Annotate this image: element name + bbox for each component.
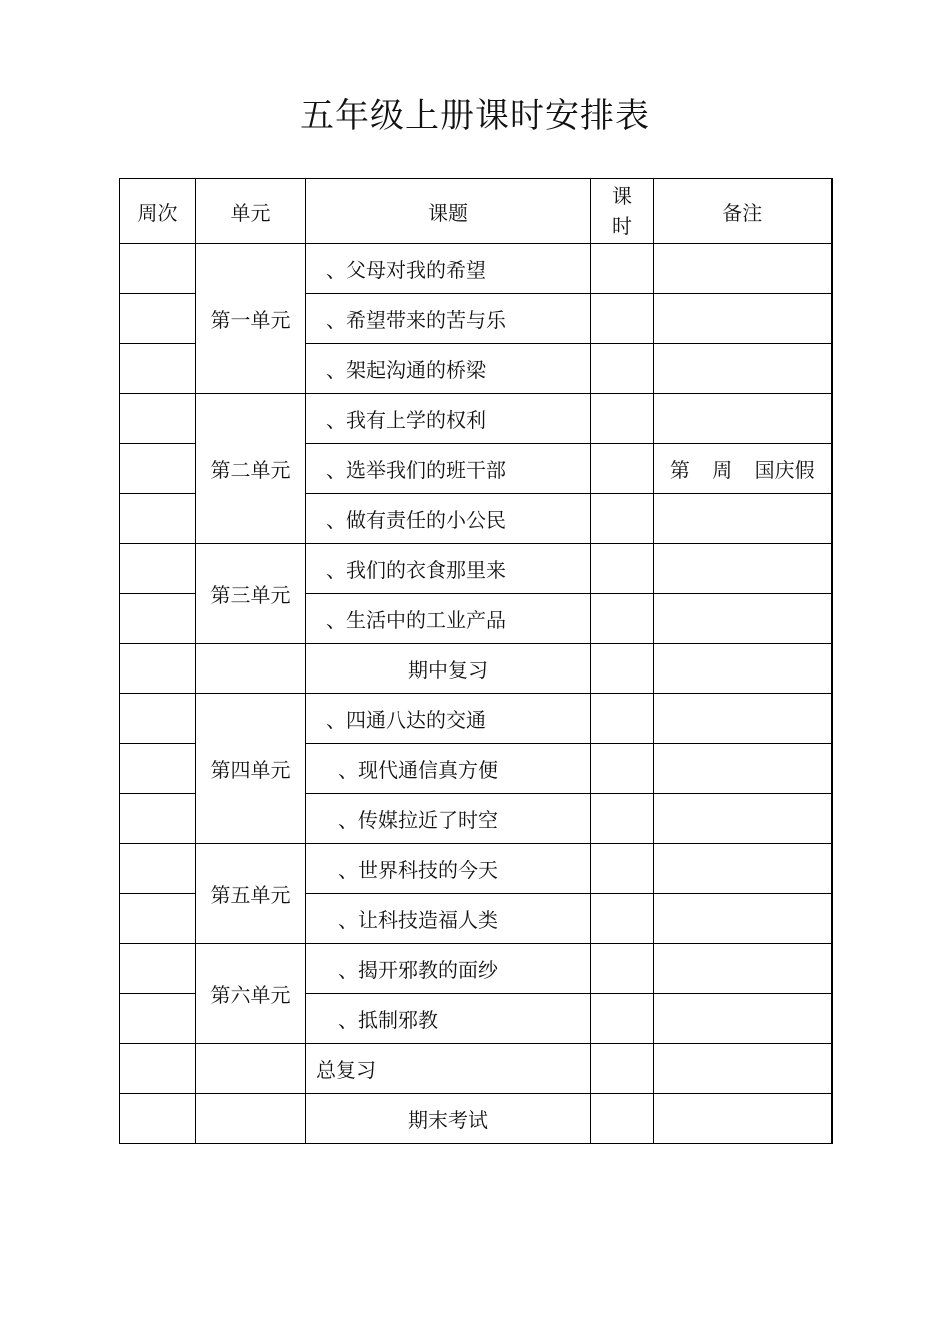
- header-week: 周次: [120, 179, 196, 244]
- unit-cell: 第三单元: [196, 544, 306, 644]
- unit-cell: 第六单元: [196, 944, 306, 1044]
- topic-cell: 期中复习: [306, 644, 591, 694]
- header-unit: 单元: [196, 179, 306, 244]
- unit-cell: 第四单元: [196, 694, 306, 844]
- topic-cell: 总复习: [306, 1044, 591, 1094]
- header-hours-line1: 课: [612, 184, 632, 208]
- hours-cell: [591, 894, 654, 944]
- unit-cell: [196, 1044, 306, 1094]
- notes-cell: [654, 744, 832, 794]
- hours-cell: [591, 794, 654, 844]
- notes-cell: [654, 644, 832, 694]
- week-cell: [120, 494, 196, 544]
- notes-cell: [654, 794, 832, 844]
- table-row: [120, 694, 832, 744]
- topic-cell: 期末考试: [306, 1094, 591, 1144]
- table-row: [120, 394, 832, 444]
- topic-cell: 、让科技造福人类: [306, 894, 591, 944]
- week-cell: [120, 394, 196, 444]
- hours-cell: [591, 544, 654, 594]
- week-cell: [120, 844, 196, 894]
- hours-cell: [591, 644, 654, 694]
- topic-cell: 、选举我们的班干部: [306, 444, 591, 494]
- hours-cell: [591, 344, 654, 394]
- notes-cell: 第 周 国庆假: [654, 444, 832, 494]
- week-cell: [120, 444, 196, 494]
- unit-cell: 第五单元: [196, 844, 306, 944]
- schedule-table: [119, 178, 833, 1144]
- table-row: [120, 1094, 832, 1144]
- notes-cell: [654, 894, 832, 944]
- week-cell: [120, 794, 196, 844]
- week-cell: [120, 344, 196, 394]
- topic-cell: 、希望带来的苦与乐: [306, 294, 591, 344]
- topic-cell: 、抵制邪教: [306, 994, 591, 1044]
- notes-cell: [654, 244, 832, 294]
- hours-cell: [591, 1094, 654, 1144]
- week-cell: [120, 244, 196, 294]
- topic-cell: 、架起沟通的桥梁: [306, 344, 591, 394]
- topic-cell: 、生活中的工业产品: [306, 594, 591, 644]
- hours-cell: [591, 944, 654, 994]
- notes-cell: [654, 544, 832, 594]
- hours-cell: [591, 294, 654, 344]
- week-cell: [120, 1094, 196, 1144]
- notes-cell: [654, 1094, 832, 1144]
- hours-cell: [591, 694, 654, 744]
- header-notes: 备注: [654, 179, 832, 244]
- topic-cell: 、父母对我的希望: [306, 244, 591, 294]
- table-row: [120, 544, 832, 594]
- topic-cell: 、我们的衣食那里来: [306, 544, 591, 594]
- hours-cell: [591, 844, 654, 894]
- notes-cell: [654, 594, 832, 644]
- header-hours-line2: 时: [612, 214, 632, 238]
- unit-cell: [196, 1094, 306, 1144]
- page-title: 五年级上册课时安排表: [300, 96, 650, 136]
- topic-cell: 、揭开邪教的面纱: [306, 944, 591, 994]
- unit-cell: [196, 644, 306, 694]
- header-row: [120, 179, 832, 244]
- week-cell: [120, 994, 196, 1044]
- notes-cell: [654, 344, 832, 394]
- table-row: [120, 844, 832, 894]
- table-row: [120, 1044, 832, 1094]
- hours-cell: [591, 994, 654, 1044]
- week-cell: [120, 944, 196, 994]
- hours-cell: [591, 1044, 654, 1094]
- table-row: [120, 644, 832, 694]
- topic-cell: 、我有上学的权利: [306, 394, 591, 444]
- header-hours: [591, 179, 654, 244]
- hours-cell: [591, 244, 654, 294]
- notes-cell: [654, 944, 832, 994]
- notes-cell: [654, 494, 832, 544]
- hours-cell: [591, 744, 654, 794]
- week-cell: [120, 594, 196, 644]
- week-cell: [120, 544, 196, 594]
- week-cell: [120, 644, 196, 694]
- week-cell: [120, 1044, 196, 1094]
- hours-cell: [591, 444, 654, 494]
- week-cell: [120, 694, 196, 744]
- topic-cell: 、传媒拉近了时空: [306, 794, 591, 844]
- table-row: [120, 944, 832, 994]
- header-topic: 课题: [306, 179, 591, 244]
- notes-cell: [654, 394, 832, 444]
- table-row: [120, 244, 832, 294]
- topic-cell: 、世界科技的今天: [306, 844, 591, 894]
- unit-cell: 第二单元: [196, 394, 306, 544]
- unit-cell: 第一单元: [196, 244, 306, 394]
- notes-cell: [654, 994, 832, 1044]
- topic-cell: 、四通八达的交通: [306, 694, 591, 744]
- topic-cell: 、现代通信真方便: [306, 744, 591, 794]
- notes-cell: [654, 294, 832, 344]
- notes-cell: [654, 844, 832, 894]
- notes-cell: [654, 694, 832, 744]
- topic-cell: 、做有责任的小公民: [306, 494, 591, 544]
- hours-cell: [591, 394, 654, 444]
- hours-cell: [591, 494, 654, 544]
- week-cell: [120, 294, 196, 344]
- notes-cell: [654, 1044, 832, 1094]
- hours-cell: [591, 594, 654, 644]
- week-cell: [120, 894, 196, 944]
- week-cell: [120, 744, 196, 794]
